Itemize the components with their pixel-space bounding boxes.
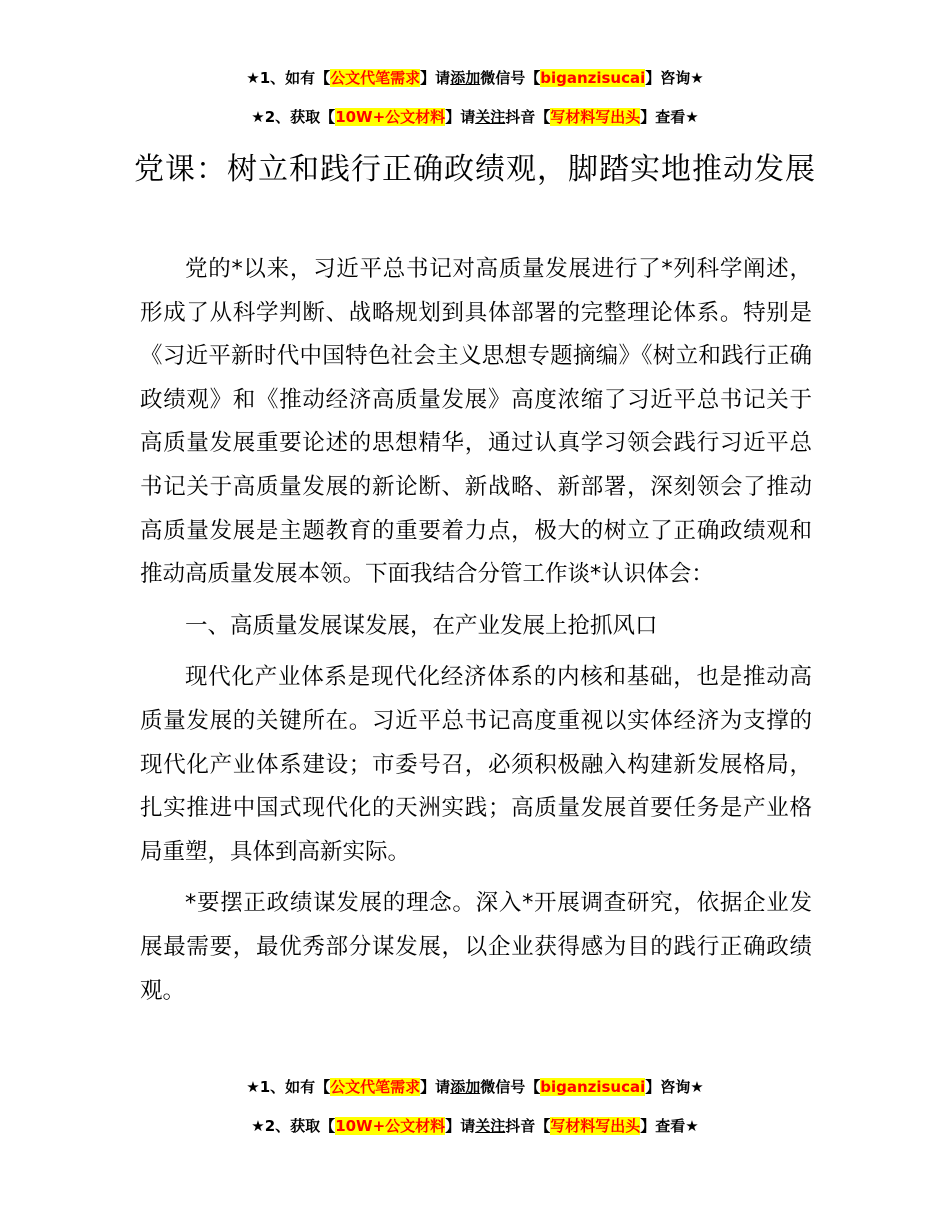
- document-body: [140, 248, 812, 1013]
- promo-underline: 添加: [450, 1078, 481, 1096]
- promo-text: 】请: [420, 69, 451, 87]
- promo-underline: 关注: [475, 108, 506, 126]
- promo-text: 抖音【: [505, 108, 551, 126]
- promo-text: 】查看★: [640, 1117, 699, 1135]
- promo-highlight: 10W+公文材料: [335, 1117, 446, 1135]
- promo-underline: 添加: [450, 69, 481, 87]
- promo-text: ★2、获取【: [251, 108, 336, 126]
- promo-highlight: biganzisucai: [540, 69, 646, 87]
- promo-highlight: 写材料写出头: [550, 108, 641, 126]
- promo-text: 】请: [445, 1117, 476, 1135]
- promo-highlight: 写材料写出头: [550, 1117, 641, 1135]
- paragraph-industry: 现代化产业体系是现代化经济体系的内核和基础，也是推动高质量发展的关键所在。习近平总书记高度重视以实体经济为支撑的现代化产业体系建设；市委号召，必须积极融入构建新发展格局，扎实推进中国式现代化的天洲实践；高质量发展首要任务是产业格局重塑，具体到高新实际。: [140, 664, 812, 865]
- promo-highlight: 公文代笔需求: [330, 1078, 421, 1096]
- promo-highlight: biganzisucai: [540, 1078, 646, 1096]
- promo-text: 】请: [445, 108, 476, 126]
- promo-text: ★2、获取【: [251, 1117, 336, 1135]
- paragraph-intro: 党的*以来，习近平总书记对高质量发展进行了*列科学阐述，形成了从科学判断、战略规划到具体部署的完整理论体系。特别是《习近平新时代中国特色社会主义思想专题摘编》《树立和践行正确政绩观》和《推动经济高质量发展》高度浓缩了习近平总书记关于高质量发展重要论述的思想精华，通过认真学习领会践行习近平总书记关于高质量发展的新论断、新战略、新部署，深刻领会了推动高质量发展是主题教育的重要着力点，极大的树立了正确政绩观和推动高质量发展本领。下面我结合分管工作谈*认识体会：: [140, 256, 812, 588]
- promo-text: 抖音【: [505, 1117, 551, 1135]
- promo-line-2: [0, 106, 950, 128]
- promo-highlight: 公文代笔需求: [330, 69, 421, 87]
- promo-text: 微信号【: [480, 1078, 541, 1096]
- promo-text: ★1、如有【: [246, 1078, 331, 1096]
- promo-text: ★1、如有【: [246, 69, 331, 87]
- section-heading-1: 一、高质量发展谋发展，在产业发展上抢抓风口: [185, 612, 658, 639]
- promo-line-2: [0, 1115, 950, 1137]
- promo-text: 】咨询★: [645, 69, 704, 87]
- promo-text: 】咨询★: [645, 1078, 704, 1096]
- promo-highlight: 10W+公文材料: [335, 108, 446, 126]
- promo-text: 微信号【: [480, 69, 541, 87]
- promo-line-1: [0, 1076, 950, 1098]
- document-title: 党课：树立和践行正确政绩观，脚踏实地推动发展: [134, 152, 816, 187]
- promo-text: 】查看★: [640, 108, 699, 126]
- paragraph-concept: *要摆正政绩谋发展的理念。深入*开展调查研究，依据企业发展最需要，最优秀部分谋发展，以企业获得感为目的践行正确政绩观。: [140, 890, 812, 1004]
- promo-underline: 关注: [475, 1117, 506, 1135]
- promo-line-1: [0, 67, 950, 89]
- promo-text: 】请: [420, 1078, 451, 1096]
